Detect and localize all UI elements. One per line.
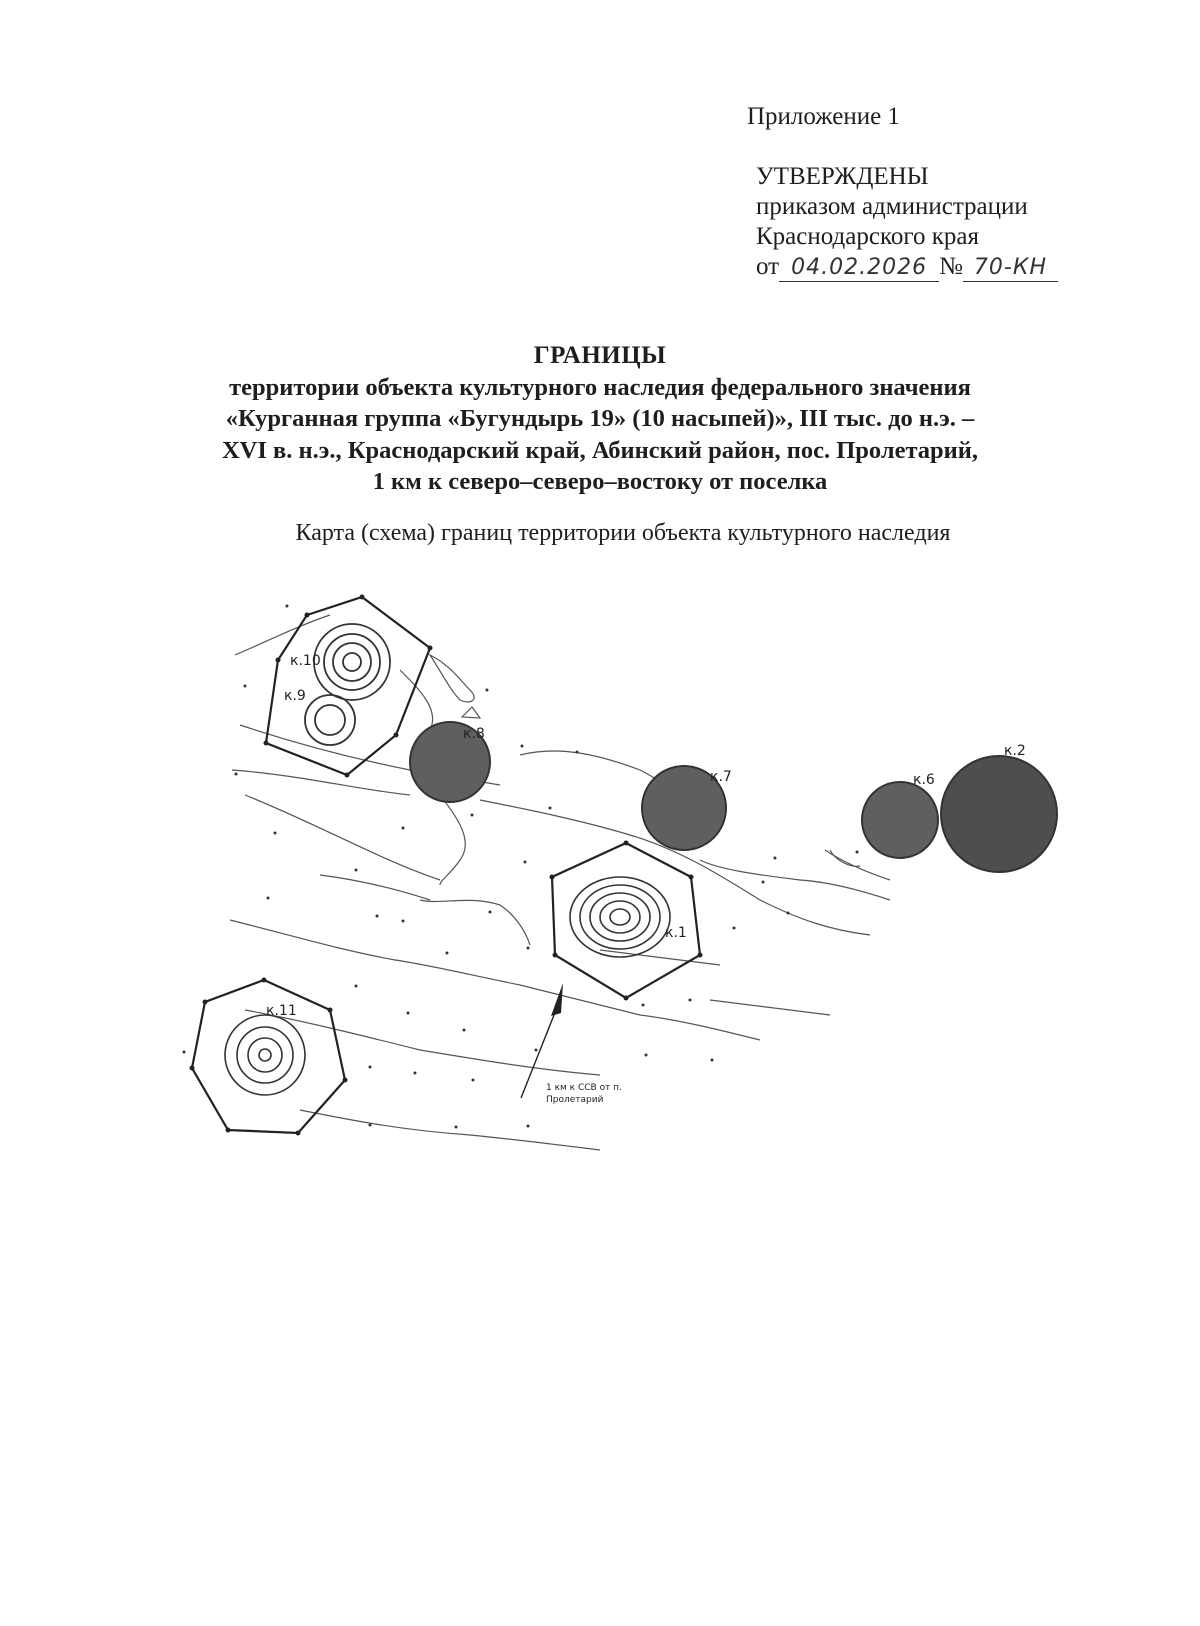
boundary-vertices-k11	[190, 978, 348, 1136]
elevation-marks	[183, 605, 859, 1129]
map-subtitle: Карта (схема) границ территории объекта культурного наследия	[295, 520, 951, 546]
handwritten-date: 04.02.2026	[779, 255, 939, 282]
boundary-vertices-k10-k9	[264, 595, 433, 778]
approved-by-order: приказом администрации	[756, 193, 1028, 220]
title-line-3: XVI в. н.э., Краснодарский край, Абинский район, пос. Пролетарий,	[221, 436, 979, 464]
mound-k10-contours	[314, 624, 390, 700]
label-k2: к.2	[1004, 743, 1026, 759]
approved-region: Краснодарского края	[756, 223, 979, 250]
label-k10: к.10	[290, 653, 321, 669]
mound-k2	[941, 756, 1057, 872]
location-pointer	[521, 983, 563, 1098]
title-line-2: «Курганная группа «Бугундырь 19» (10 насыпей)», III тыс. до н.э. –	[225, 405, 975, 432]
handwritten-number: 70-КН	[963, 255, 1058, 282]
label-k7: к.7	[710, 769, 732, 785]
boundary-polygon-k1	[552, 843, 700, 998]
pointer-caption-line-1: 1 км к ССВ от п.	[546, 1083, 622, 1093]
mound-k6	[862, 782, 938, 858]
from-prefix: от	[756, 253, 780, 280]
number-prefix: №	[939, 253, 963, 280]
mound-k9-contours	[305, 695, 355, 745]
pointer-caption-line-2: Пролетарий	[546, 1095, 604, 1105]
label-k9: к.9	[284, 688, 306, 704]
title-heading: ГРАНИЦЫ	[533, 342, 667, 369]
title-line-1: территории объекта культурного наследия федерального значения	[229, 373, 971, 401]
pointer-arrowhead	[551, 983, 563, 1016]
appendix-label: Приложение 1	[747, 103, 900, 130]
title-line-4: 1 км к северо–северо–востоку от поселка	[372, 468, 828, 495]
label-k8: к.8	[463, 726, 485, 742]
mound-k11-contours	[225, 1015, 305, 1095]
mound-k1-contours	[570, 877, 670, 957]
boundary-vertices-k1	[550, 841, 703, 1001]
label-k6: к.6	[913, 772, 935, 788]
label-k11: к.11	[266, 1003, 297, 1019]
label-k1: к.1	[665, 925, 687, 941]
approved-word: УТВЕРЖДЕНЫ	[756, 163, 929, 190]
